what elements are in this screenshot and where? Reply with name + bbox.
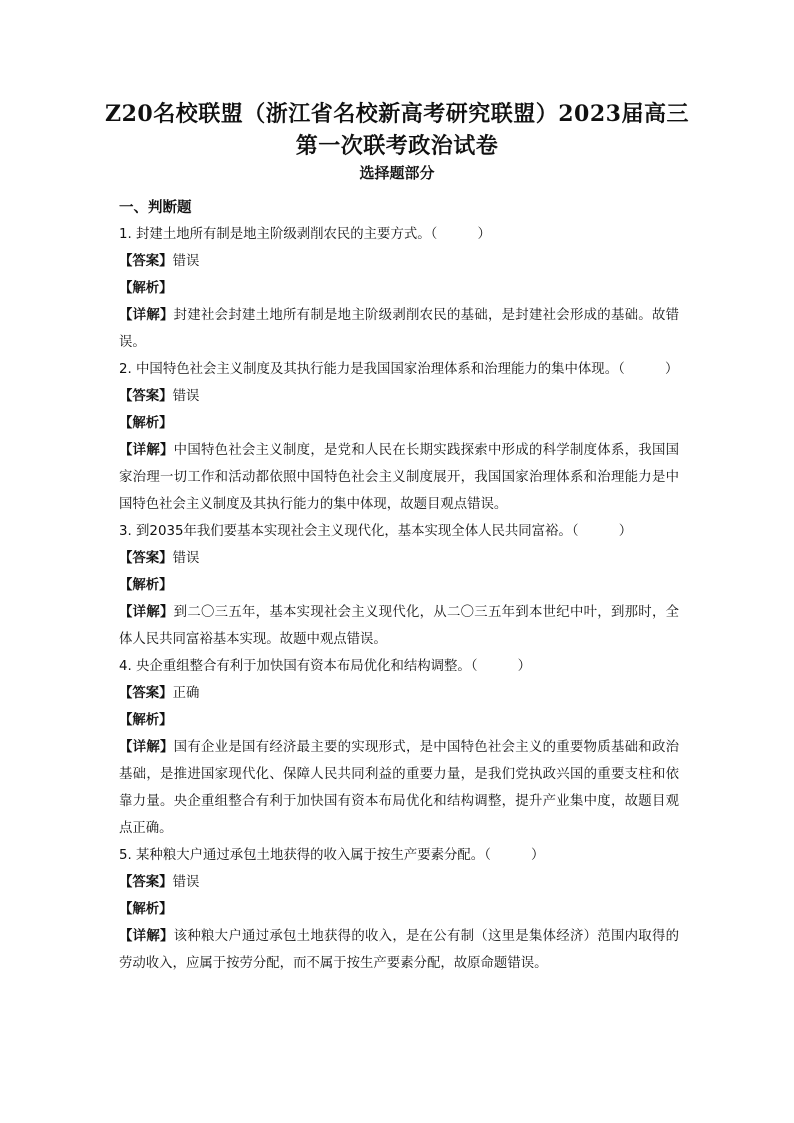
analysis-tag: 【解析】 xyxy=(119,416,173,431)
doc-content xyxy=(119,194,679,977)
answer-tag: 【答案】 xyxy=(119,551,173,566)
analysis-tag: 【解析】 xyxy=(119,281,173,296)
answer-value: 错误 xyxy=(172,875,200,890)
detail-text: 封建社会封建土地所有制是地主阶级剥削农民的基础，是封建社会形成的基础。故错误。 xyxy=(119,308,680,350)
question-text: 5. 某种粮大户通过承包土地获得的收入属于按生产要素分配。（ ） xyxy=(119,848,545,863)
answer-tag: 【答案】 xyxy=(119,254,173,269)
analysis-tag: 【解析】 xyxy=(119,578,173,593)
analysis-tag: 【解析】 xyxy=(119,713,173,728)
answer-line xyxy=(119,383,679,410)
detail-tag: 【详解】 xyxy=(119,605,174,620)
answer-tag: 【答案】 xyxy=(119,686,173,701)
detail-tag: 【详解】 xyxy=(119,929,174,944)
analysis-tag: 【解析】 xyxy=(119,902,173,917)
answer-line xyxy=(119,680,679,707)
doc-subtitle: 选择题部分 xyxy=(359,164,435,182)
answer-value: 正确 xyxy=(172,686,200,701)
detail-line xyxy=(119,437,679,518)
detail-tag: 【详解】 xyxy=(119,443,174,458)
doc-title-line1: Z20名校联盟（浙江省名校新高考研究联盟）2023届高三 xyxy=(105,101,689,127)
question-text: 2. 中国特色社会主义制度及其执行能力是我国国家治理体系和治理能力的集中体现。（ ） xyxy=(119,362,679,377)
answer-line xyxy=(119,545,679,572)
question-text: 4. 央企重组整合有利于加快国有资本布局优化和结构调整。（ ） xyxy=(119,659,532,674)
answer-line xyxy=(119,248,679,275)
detail-tag: 【详解】 xyxy=(119,740,174,755)
question-text: 3. 到2035年我们要基本实现社会主义现代化，基本实现全体人民共同富裕。（ ） xyxy=(119,524,633,539)
detail-line xyxy=(119,923,679,977)
detail-text: 中国特色社会主义制度，是党和人民在长期实践探索中形成的科学制度体系，我国国家治理一切工作和活动都依照中国特色社会主义制度展开，我国国家治理体系和治理能力是中国特色社会主义制度及其执行能力的集中体现，故题目观点错误。 xyxy=(119,443,680,512)
doc-title-line2: 第一次联考政治试卷 xyxy=(295,133,499,159)
section-heading: 一、判断题 xyxy=(119,199,192,216)
answer-value: 错误 xyxy=(172,254,200,269)
answer-value: 错误 xyxy=(172,389,200,404)
answer-value: 错误 xyxy=(172,551,200,566)
detail-line xyxy=(119,302,679,356)
question-text: 1. 封建土地所有制是地主阶级剥削农民的主要方式。（ ） xyxy=(119,227,491,242)
detail-text: 国有企业是国有经济最主要的实现形式，是中国特色社会主义的重要物质基础和政治基础，是推进国家现代化、保障人民共同利益的重要力量，是我们党执政兴国的重要支柱和依靠力量。央企重组整合有利于加快国有资本布局优化和结构调整，提升产业集中度，故题目观点正确。 xyxy=(119,740,680,836)
answer-line xyxy=(119,869,679,896)
detail-line xyxy=(119,599,679,653)
detail-line xyxy=(119,734,679,842)
answer-tag: 【答案】 xyxy=(119,875,173,890)
detail-tag: 【详解】 xyxy=(119,308,174,323)
detail-text: 该种粮大户通过承包土地获得的收入，是在公有制（这里是集体经济）范围内取得的劳动收入，应属于按劳分配，而不属于按生产要素分配，故原命题错误。 xyxy=(119,929,680,971)
detail-text: 到二〇三五年，基本实现社会主义现代化，从二〇三五年到本世纪中叶，到那时，全体人民共同富裕基本实现。故题中观点错误。 xyxy=(119,605,680,647)
answer-tag: 【答案】 xyxy=(119,389,173,404)
